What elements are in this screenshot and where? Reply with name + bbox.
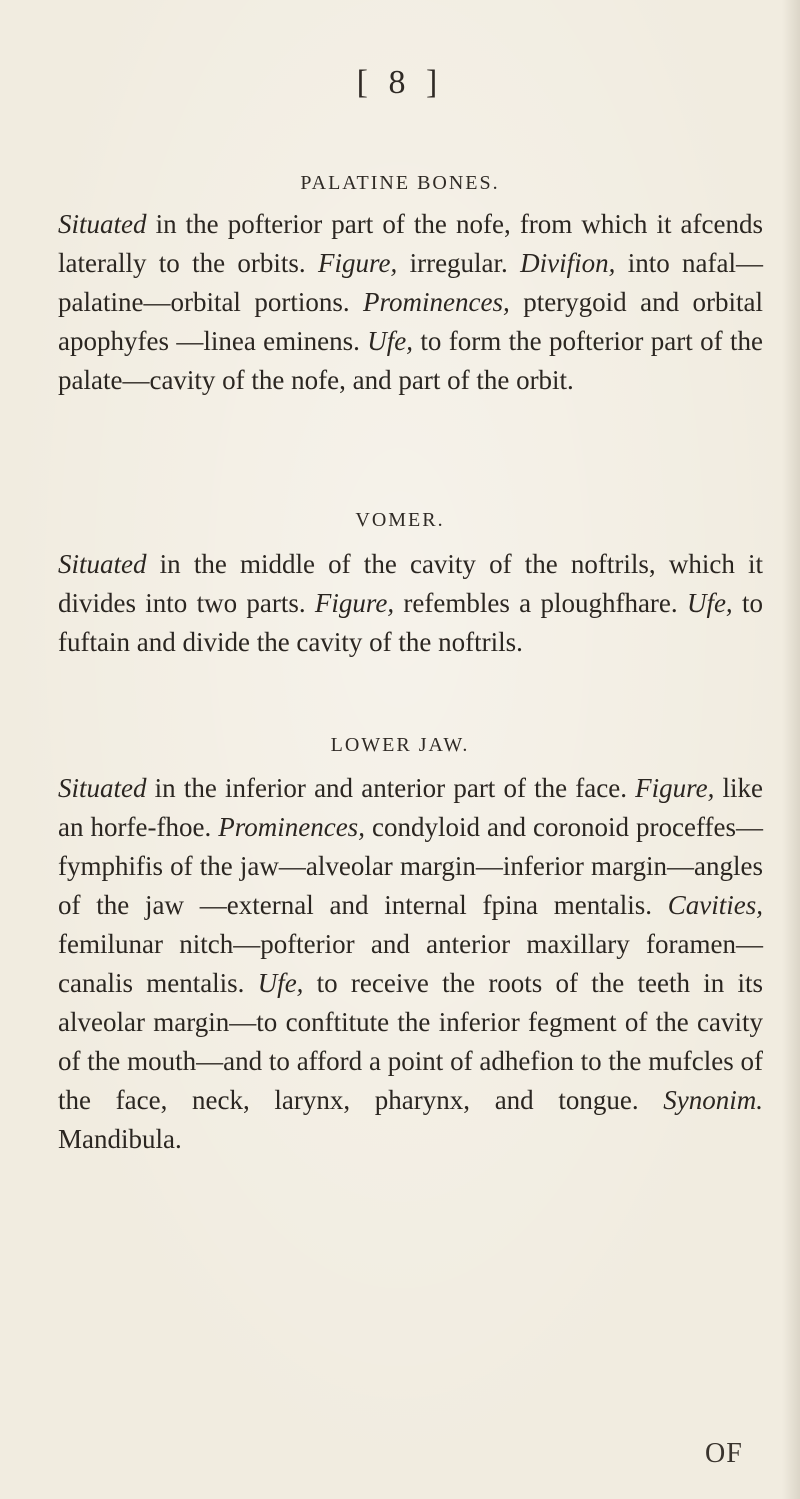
section-text: Mandibula. <box>58 1124 182 1154</box>
section-text: refembles a ploughfhare. <box>394 588 687 618</box>
section-text: femilunar nitch—pofterior and anterior maxillary foramen—canalis mentalis. <box>58 929 763 998</box>
section-text: into nafal—palatine—orbital portions. <box>58 248 763 317</box>
section-title-lower-jaw: LOWER JAW. <box>330 734 470 756</box>
section-field-label: Figure, <box>314 588 395 618</box>
section-field-label: Ufe, <box>257 968 304 998</box>
section-text: in the middle of the cavity of the noftrils, which it divides into two parts. <box>58 549 763 618</box>
section-field-label: Figure, <box>635 773 715 803</box>
section-text: to receive the roots of the teeth in its alveolar margin—to conftitute the inferior fegment of the cavity of the mouth—and to afford a point of adhefion to the mufcles of the face, neck, larynx, pharynx, and tongue. <box>58 968 763 1115</box>
section-field-label: Synonim. <box>663 1085 763 1115</box>
section-title-vomer: VOMER. <box>355 509 445 531</box>
section-field-label: Prominences, <box>218 812 365 842</box>
section-title-palatine-bones: PALATINE BONES. <box>300 172 500 194</box>
section-text: to fuftain and divide the cavity of the noftrils. <box>58 588 763 657</box>
section-text: pterygoid and orbital apophyfes —linea eminens. <box>58 287 763 356</box>
page-number: [ 8 ] <box>356 64 444 101</box>
section-field-label: Cavities, <box>667 890 763 920</box>
section-text: in the pofterior part of the nofe, from which it afcends laterally to the orbits. <box>58 209 763 278</box>
section-text: condyloid and coronoid proceffes—fymphifis of the jaw—alveolar margin—inferior margin—angles of the jaw —external and internal fpina mentalis. <box>58 812 763 920</box>
section-body-palatine-bones <box>58 205 763 400</box>
section-field-label: Situated <box>58 773 147 803</box>
section-field-label: Situated <box>58 209 147 239</box>
section-field-label: Ufe, <box>367 326 414 356</box>
section-field-label: Situated <box>58 549 147 579</box>
section-field-label: Figure, <box>318 248 398 278</box>
section-field-label: Divifion, <box>520 248 616 278</box>
section-text: irregular. <box>397 248 521 278</box>
section-field-label: Ufe, <box>686 588 733 618</box>
section-text: like an horfe-fhoe. <box>58 773 763 842</box>
section-text: to form the pofterior part of the palate—cavity of the nofe, and part of the orbit. <box>58 326 763 395</box>
section-body-lower-jaw <box>58 769 763 1159</box>
catchword: OF <box>705 1438 743 1469</box>
section-text: in the inferior and anterior part of the face. <box>146 773 636 803</box>
section-body-vomer <box>58 545 763 662</box>
section-field-label: Prominences, <box>363 287 510 317</box>
